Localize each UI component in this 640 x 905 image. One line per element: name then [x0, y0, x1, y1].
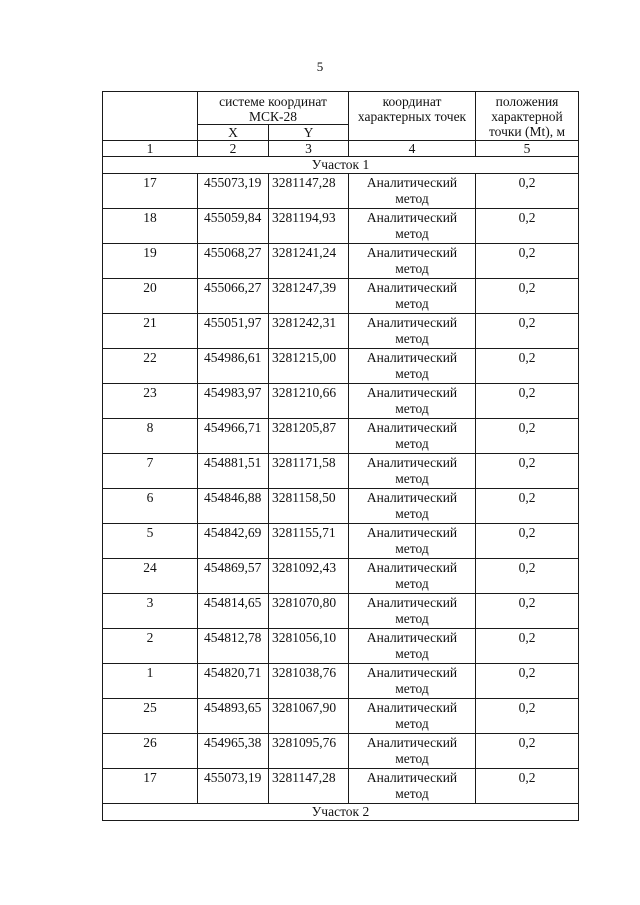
y-coordinate-cell: 3281070,80	[269, 594, 349, 629]
table-row	[103, 769, 579, 804]
page-number: 5	[316, 59, 324, 74]
header-cell-point	[103, 92, 198, 141]
method-line-2: метод	[395, 541, 429, 556]
accuracy-cell: 0,2	[476, 769, 579, 804]
point-id-cell: 6	[103, 489, 198, 524]
header-system-line1: системе координат	[219, 94, 327, 109]
method-cell	[349, 629, 476, 664]
table-row	[103, 384, 579, 419]
x-coordinate-cell: 455066,27	[198, 279, 269, 314]
x-coordinate-cell: 455073,19	[198, 769, 269, 804]
table-row	[103, 594, 579, 629]
header-cell-method	[349, 92, 476, 141]
accuracy-cell: 0,2	[476, 594, 579, 629]
method-line-1: Аналитический	[366, 525, 458, 540]
y-coordinate-cell: 3281171,58	[269, 454, 349, 489]
column-number: 2	[198, 141, 269, 157]
header-char-line1: координат	[382, 94, 442, 109]
method-cell	[349, 279, 476, 314]
y-coordinate-cell: 3281158,50	[269, 489, 349, 524]
method-line-2: метод	[395, 751, 429, 766]
method-line-2: метод	[395, 611, 429, 626]
point-id-cell: 7	[103, 454, 198, 489]
point-id-cell: 18	[103, 209, 198, 244]
method-line-2: метод	[395, 296, 429, 311]
method-cell	[349, 419, 476, 454]
method-line-2: метод	[395, 786, 429, 801]
header-pos-line1: положения	[495, 94, 559, 109]
point-id-cell: 25	[103, 699, 198, 734]
y-coordinate-cell: 3281194,93	[269, 209, 349, 244]
column-number: 4	[349, 141, 476, 157]
y-coordinate-cell: 3281205,87	[269, 419, 349, 454]
accuracy-cell: 0,2	[476, 699, 579, 734]
table-row	[103, 244, 579, 279]
method-line-1: Аналитический	[366, 315, 458, 330]
accuracy-cell: 0,2	[476, 384, 579, 419]
table-row	[103, 174, 579, 209]
method-cell	[349, 559, 476, 594]
column-number: 1	[103, 141, 198, 157]
table-row	[103, 664, 579, 699]
header-x: X	[198, 125, 269, 141]
point-id-cell: 20	[103, 279, 198, 314]
accuracy-cell: 0,2	[476, 209, 579, 244]
x-coordinate-cell: 454820,71	[198, 664, 269, 699]
accuracy-cell: 0,2	[476, 174, 579, 209]
point-id-cell: 24	[103, 559, 198, 594]
table-row	[103, 699, 579, 734]
method-line-2: метод	[395, 716, 429, 731]
column-number: 3	[269, 141, 349, 157]
x-coordinate-cell: 455051,97	[198, 314, 269, 349]
y-coordinate-cell: 3281056,10	[269, 629, 349, 664]
y-coordinate-cell: 3281095,76	[269, 734, 349, 769]
coordinates-table	[102, 91, 579, 821]
accuracy-cell: 0,2	[476, 489, 579, 524]
header-y: Y	[269, 125, 349, 141]
method-line-2: метод	[395, 646, 429, 661]
point-id-cell: 19	[103, 244, 198, 279]
y-coordinate-cell: 3281242,31	[269, 314, 349, 349]
table-row	[103, 314, 579, 349]
method-line-1: Аналитический	[366, 735, 458, 750]
method-cell	[349, 769, 476, 804]
method-line-1: Аналитический	[366, 490, 458, 505]
point-id-cell: 1	[103, 664, 198, 699]
method-cell	[349, 489, 476, 524]
accuracy-cell: 0,2	[476, 559, 579, 594]
accuracy-cell: 0,2	[476, 279, 579, 314]
accuracy-cell: 0,2	[476, 244, 579, 279]
section-title: Участок 2	[103, 804, 579, 821]
table-row	[103, 734, 579, 769]
method-line-2: метод	[395, 366, 429, 381]
y-coordinate-cell: 3281241,24	[269, 244, 349, 279]
point-id-cell: 2	[103, 629, 198, 664]
y-coordinate-cell: 3281155,71	[269, 524, 349, 559]
section-title: Участок 1	[103, 157, 579, 174]
x-coordinate-cell: 454814,65	[198, 594, 269, 629]
method-cell	[349, 454, 476, 489]
method-cell	[349, 524, 476, 559]
header-cell-accuracy	[476, 92, 579, 141]
point-id-cell: 3	[103, 594, 198, 629]
column-number-row	[103, 141, 579, 157]
point-id-cell: 26	[103, 734, 198, 769]
method-line-2: метод	[395, 506, 429, 521]
table-row	[103, 279, 579, 314]
point-id-cell: 17	[103, 174, 198, 209]
method-cell	[349, 594, 476, 629]
method-cell	[349, 209, 476, 244]
y-coordinate-cell: 3281092,43	[269, 559, 349, 594]
method-line-1: Аналитический	[366, 455, 458, 470]
table-row	[103, 349, 579, 384]
accuracy-cell: 0,2	[476, 629, 579, 664]
y-coordinate-cell: 3281210,66	[269, 384, 349, 419]
accuracy-cell: 0,2	[476, 314, 579, 349]
x-coordinate-cell: 454842,69	[198, 524, 269, 559]
column-number: 5	[476, 141, 579, 157]
method-cell	[349, 734, 476, 769]
accuracy-cell: 0,2	[476, 454, 579, 489]
x-coordinate-cell: 454812,78	[198, 629, 269, 664]
method-line-1: Аналитический	[366, 350, 458, 365]
method-line-2: метод	[395, 191, 429, 206]
method-cell	[349, 699, 476, 734]
point-id-cell: 22	[103, 349, 198, 384]
table-row	[103, 419, 579, 454]
header-pos-line2: характерной	[491, 109, 563, 124]
method-cell	[349, 314, 476, 349]
x-coordinate-cell: 454869,57	[198, 559, 269, 594]
method-line-1: Аналитический	[366, 175, 458, 190]
method-line-2: метод	[395, 471, 429, 486]
table-row	[103, 629, 579, 664]
header-cell-coordinate-system	[198, 92, 349, 125]
method-line-1: Аналитический	[366, 280, 458, 295]
method-line-2: метод	[395, 436, 429, 451]
section-header-row	[103, 804, 579, 821]
method-cell	[349, 349, 476, 384]
x-coordinate-cell: 454846,88	[198, 489, 269, 524]
accuracy-cell: 0,2	[476, 734, 579, 769]
point-id-cell: 5	[103, 524, 198, 559]
x-coordinate-cell: 455068,27	[198, 244, 269, 279]
method-cell	[349, 384, 476, 419]
x-coordinate-cell: 455059,84	[198, 209, 269, 244]
method-line-2: метод	[395, 331, 429, 346]
table-row	[103, 454, 579, 489]
section-header-row	[103, 157, 579, 174]
y-coordinate-cell: 3281147,28	[269, 174, 349, 209]
x-coordinate-cell: 454983,97	[198, 384, 269, 419]
accuracy-cell: 0,2	[476, 349, 579, 384]
method-line-1: Аналитический	[366, 665, 458, 680]
method-cell	[349, 174, 476, 209]
method-line-1: Аналитический	[366, 245, 458, 260]
method-line-1: Аналитический	[366, 630, 458, 645]
accuracy-cell: 0,2	[476, 419, 579, 454]
header-system-line2: МСК-28	[249, 109, 298, 124]
accuracy-cell: 0,2	[476, 664, 579, 699]
method-line-2: метод	[395, 226, 429, 241]
method-cell	[349, 244, 476, 279]
y-coordinate-cell: 3281147,28	[269, 769, 349, 804]
method-line-1: Аналитический	[366, 700, 458, 715]
header-char-line2: характерных точек	[357, 109, 467, 124]
table-row	[103, 209, 579, 244]
y-coordinate-cell: 3281038,76	[269, 664, 349, 699]
x-coordinate-cell: 454965,38	[198, 734, 269, 769]
accuracy-cell: 0,2	[476, 524, 579, 559]
table-row	[103, 559, 579, 594]
table-row	[103, 524, 579, 559]
method-line-2: метод	[395, 401, 429, 416]
point-id-cell: 23	[103, 384, 198, 419]
x-coordinate-cell: 454986,61	[198, 349, 269, 384]
header-pos-line3: точки (Mt), м	[488, 124, 566, 139]
method-line-1: Аналитический	[366, 770, 458, 785]
method-line-2: метод	[395, 576, 429, 591]
method-line-1: Аналитический	[366, 560, 458, 575]
method-line-2: метод	[395, 261, 429, 276]
method-line-1: Аналитический	[366, 210, 458, 225]
table-row	[103, 489, 579, 524]
method-line-1: Аналитический	[366, 385, 458, 400]
x-coordinate-cell: 455073,19	[198, 174, 269, 209]
point-id-cell: 8	[103, 419, 198, 454]
point-id-cell: 21	[103, 314, 198, 349]
y-coordinate-cell: 3281215,00	[269, 349, 349, 384]
y-coordinate-cell: 3281247,39	[269, 279, 349, 314]
x-coordinate-cell: 454966,71	[198, 419, 269, 454]
y-coordinate-cell: 3281067,90	[269, 699, 349, 734]
x-coordinate-cell: 454893,65	[198, 699, 269, 734]
method-line-1: Аналитический	[366, 420, 458, 435]
method-line-1: Аналитический	[366, 595, 458, 610]
point-id-cell: 17	[103, 769, 198, 804]
table-header-row	[103, 92, 579, 125]
method-cell	[349, 664, 476, 699]
x-coordinate-cell: 454881,51	[198, 454, 269, 489]
method-line-2: метод	[395, 681, 429, 696]
